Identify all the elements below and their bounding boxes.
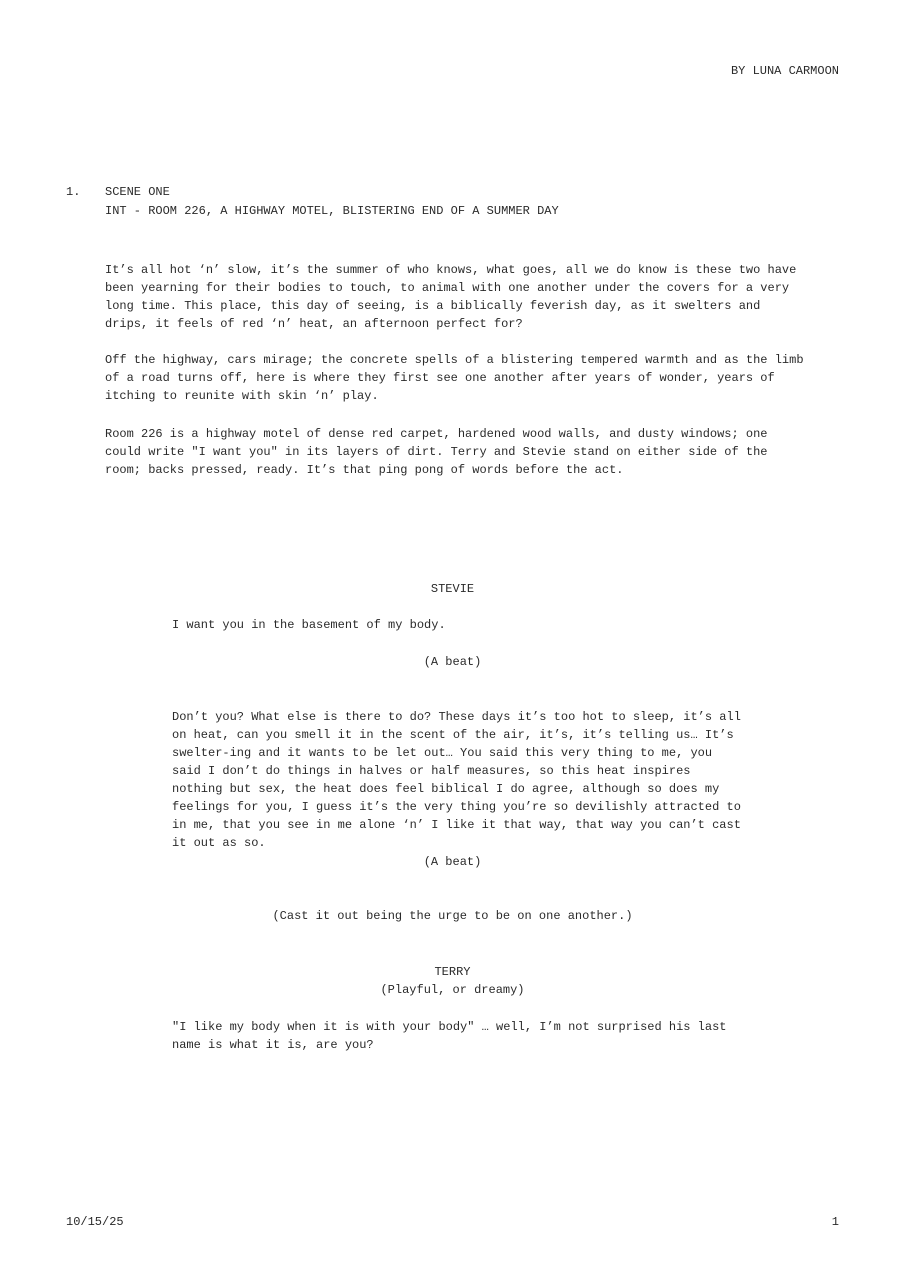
scene-title: SCENE ONE <box>105 185 170 199</box>
dialogue-stevie: I want you in the basement of my body. <box>172 618 446 632</box>
parenthetical: (A beat) <box>423 655 482 669</box>
parenthetical: (Playful, or dreamy) <box>380 983 525 997</box>
action-paragraph: It’s all hot ‘n’ slow, it’s the summer of who knows, what goes, all we do know is these two have been yearning for their bodies to touch, to animal with one another under the covers for a very long time. This place, this day of seeing, is a biblically feverish day, as it swelters and drips, it feels of red ‘n’ heat, an afternoon perfect for? <box>105 263 797 331</box>
character-name-terry: TERRY <box>434 965 471 979</box>
action-paragraph: Room 226 is a highway motel of dense red carpet, hardened wood walls, and dusty windows; one could write "I want you" in its layers of dirt. Terry and Stevie stand on either side of the room; backs pressed, ready. It’s that ping pong of words before the act. <box>105 427 768 477</box>
stage-direction: (Cast it out being the urge to be on one another.) <box>272 909 633 923</box>
scene-number: 1. <box>66 185 81 199</box>
dialogue-stevie: Don’t you? What else is there to do? These days it’s too hot to sleep, it’s all on heat, can you smell it in the scent of the air, it’s, it’s telling us… It’s swelter-ing and it wants to be let out… You said this very thing to me, you said I don’t do things in halves or half measures, so this heat inspires nothing but sex, the heat does feel biblical I do agree, although so does my feelings for you, I guess it’s the very thing you’re so devilishly attracted to in me, that you see in me alone ‘n’ I like it that way, that way you can’t cast it out as so. <box>172 710 741 850</box>
character-name-stevie: STEVIE <box>430 582 475 596</box>
page-number: 1 <box>831 1215 839 1229</box>
footer-date: 10/15/25 <box>66 1215 124 1229</box>
parenthetical: (A beat) <box>423 855 482 869</box>
author-credit: BY LUNA CARMOON <box>730 64 839 78</box>
scene-slugline: INT - ROOM 226, A HIGHWAY MOTEL, BLISTERING END OF A SUMMER DAY <box>105 204 559 218</box>
action-paragraph: Off the highway, cars mirage; the concrete spells of a blistering tempered warmth and as the limb of a road turns off, here is where they first see one another after years of wonder, years of itching to reunite with skin ‘n’ play. <box>105 353 804 403</box>
dialogue-terry: "I like my body when it is with your body" … well, I’m not surprised his last name is what it is, are you? <box>172 1020 727 1052</box>
